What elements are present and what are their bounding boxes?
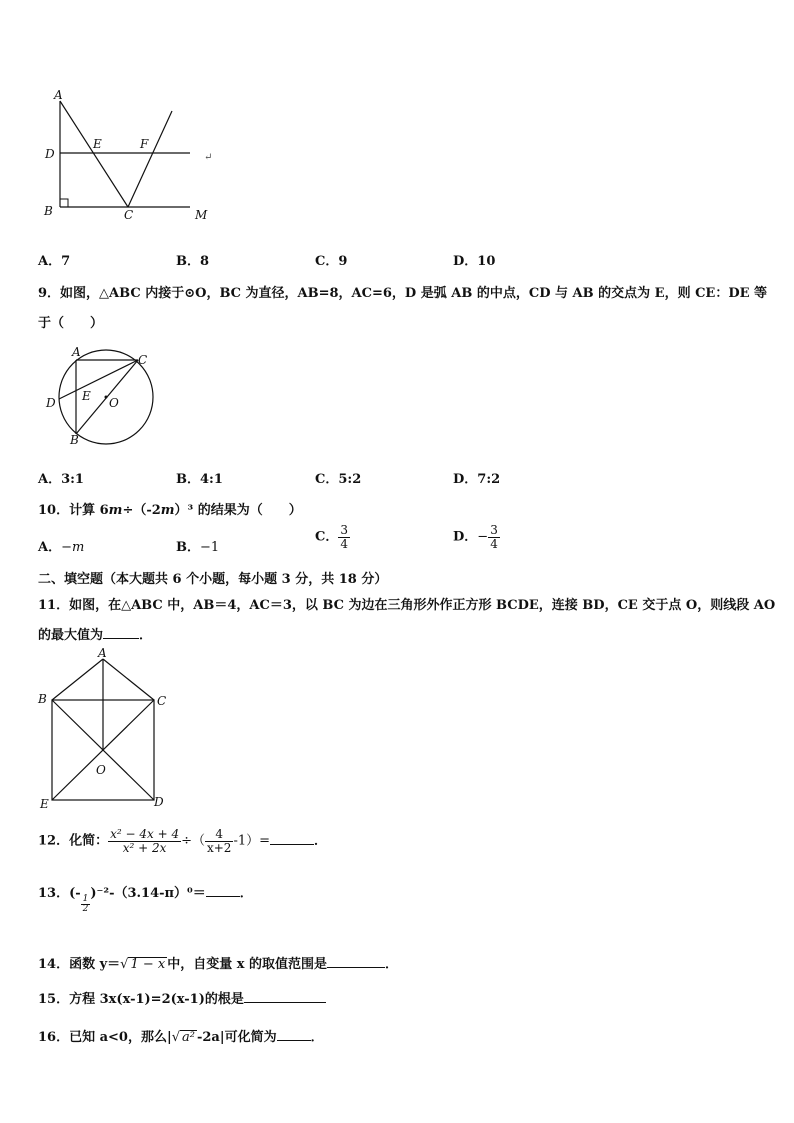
label-c: C (138, 353, 148, 367)
label-o: O (96, 763, 106, 777)
return-mark: ↵ (204, 152, 213, 163)
label-f: F (140, 137, 149, 151)
q8-option-c[interactable]: C．9 (315, 254, 348, 269)
q9-option-c[interactable]: C．5:2 (315, 472, 362, 487)
q10-option-d[interactable]: D．− $\frac{3}{4}$ (453, 523, 498, 551)
label-c: C (124, 208, 134, 222)
q11-stem-line2: 的最大值为 ． (38, 628, 153, 643)
answer-blank[interactable] (103, 626, 139, 639)
q10-stem: 10．计算 6m÷（-2m）³ 的结果为（ ） (38, 503, 302, 518)
segment-ac (103, 659, 154, 700)
sqrt-sign: √ (120, 957, 129, 972)
label-d: D (46, 396, 56, 410)
q10-option-b[interactable]: B．−1 (176, 540, 220, 555)
label-a: A (72, 345, 81, 359)
answer-blank[interactable] (270, 832, 314, 845)
q13-stem: 13．(- $\frac{1}{2}$ )⁻²-（3.14-π）⁰＝ ． (38, 886, 253, 914)
q10-option-a[interactable]: A．−m (38, 540, 85, 555)
q9-option-b[interactable]: B．4:1 (176, 472, 223, 487)
q9-stem-line1: 9．如图，△ABC 内接于⊙O，BC 为直径，AB=8，AC=6，D 是弧 AB 的中点，CD 与 AB 的交点为 E，则 CE：DE 等 (38, 286, 768, 301)
q8-option-d[interactable]: D．10 (453, 254, 496, 269)
label-d: D (154, 795, 164, 809)
figure-q9 (42, 342, 162, 447)
label-b: B (38, 692, 47, 706)
sqrt-sign: √ (171, 1030, 181, 1045)
label-a: A (54, 88, 63, 102)
segment-cf (128, 111, 172, 207)
segment-ac (60, 101, 128, 207)
label-m: M (195, 208, 208, 222)
label-o: O (109, 396, 119, 410)
q16-stem: 16．已知 a<0，那么|√ a² -2a|可化简为 ． (38, 1030, 324, 1045)
q12-stem: 12．化简： $\frac{\text{x² − 4x + 4}}{\text{x² + 2x}}$ ÷（ $\frac{4}{x+2}$ -1）= ． (38, 827, 328, 855)
answer-blank[interactable] (206, 884, 240, 897)
label-e: E (82, 389, 91, 403)
figure-q11 (36, 645, 176, 815)
label-e: E (40, 797, 49, 811)
section-heading: 二、填空题（本大题共 6 个小题，每小题 3 分，共 18 分） (38, 572, 388, 587)
segment-ab (52, 659, 103, 700)
center-dot (105, 396, 108, 399)
label-a: A (98, 646, 107, 660)
label-b: B (70, 433, 79, 447)
label-e: E (93, 137, 102, 151)
label-d: D (45, 147, 55, 161)
label-c: C (157, 694, 167, 708)
label-b: B (44, 204, 53, 218)
q8-option-a[interactable]: A．7 (38, 254, 71, 269)
q14-stem: 14．函数 y＝√ 1 − x 中，自变量 x 的取值范围是 ． (38, 957, 399, 972)
q11-stem-line1: 11．如图，在△ABC 中，AB＝4，AC＝3，以 BC 为边在三角形外作正方形 BCDE，连接 BD，CE 交于点 O，则线段 AO (38, 598, 776, 613)
answer-blank[interactable] (327, 955, 385, 968)
q9-option-d[interactable]: D．7:2 (453, 472, 501, 487)
figure-q8 (38, 85, 228, 230)
q9-option-a[interactable]: A．3:1 (38, 472, 84, 487)
right-angle-mark (60, 199, 68, 207)
q9-stem-line2: 于（ ） (38, 316, 104, 331)
q15-stem: 15．方程 3x(x-1)=2(x-1)的根是 (38, 988, 326, 1007)
q10-option-c[interactable]: C． $\frac{3}{4}$ (315, 523, 348, 551)
q8-option-b[interactable]: B．8 (176, 254, 210, 269)
answer-blank[interactable] (244, 990, 326, 1003)
answer-blank[interactable] (277, 1028, 311, 1041)
